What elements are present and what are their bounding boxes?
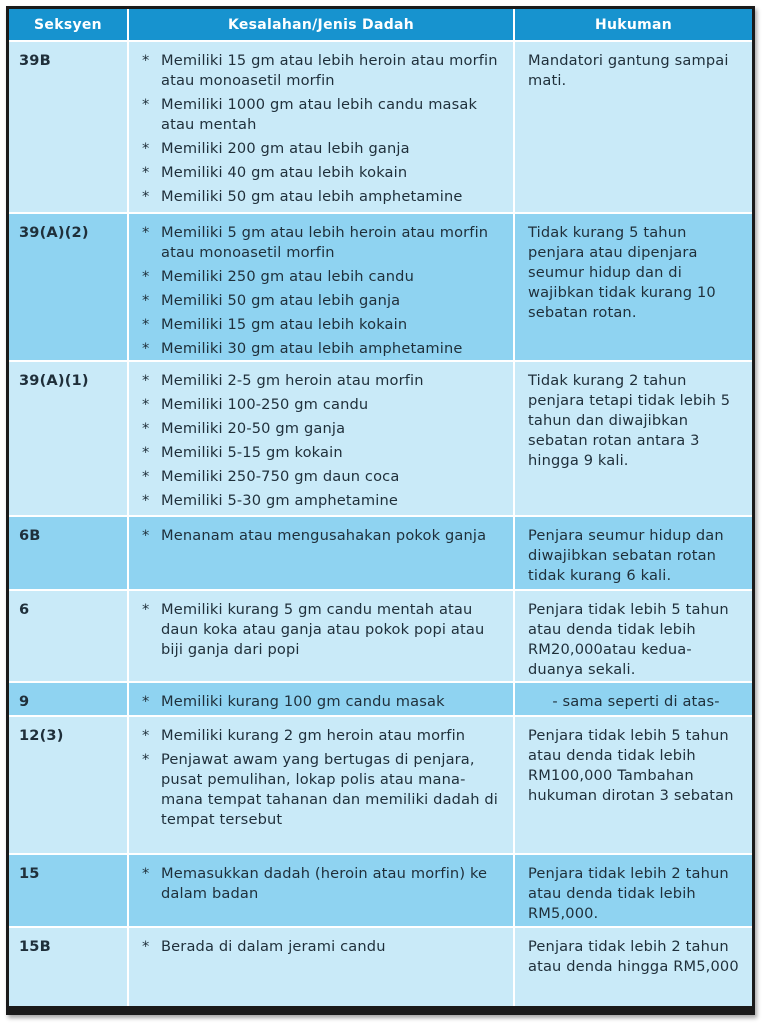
bullet-asterisk: * (142, 601, 150, 618)
row-section-cell: 12(3) (9, 717, 129, 855)
offence-item (139, 937, 505, 957)
offence-item-text: Memiliki 100-250 gm candu (161, 396, 369, 413)
bullet-asterisk: * (142, 140, 150, 157)
offence-item-text: Memiliki 5-30 gm amphetamine (161, 492, 398, 509)
offence-item (139, 692, 505, 712)
offence-item (139, 187, 505, 207)
offence-item (139, 51, 505, 91)
row-offence-cell (129, 591, 515, 683)
row-offence-cell (129, 928, 515, 1006)
row-section-cell: 39(A)(1) (9, 362, 129, 517)
header-offence: Kesalahan/Jenis Dadah (129, 9, 515, 42)
header-section: Seksyen (9, 9, 129, 42)
offence-item (139, 315, 505, 335)
offence-item-text: Memiliki 5-15 gm kokain (161, 444, 343, 461)
drug-offence-table (9, 9, 752, 1012)
bullet-asterisk: * (142, 372, 150, 389)
offence-item (139, 600, 505, 660)
bullet-asterisk: * (142, 164, 150, 181)
bullet-asterisk: * (142, 420, 150, 437)
bullet-asterisk: * (142, 396, 150, 413)
offence-item (139, 163, 505, 183)
offence-item (139, 491, 505, 511)
offence-item (139, 223, 505, 263)
offence-list (139, 600, 505, 660)
row-offence-cell (129, 517, 515, 591)
row-section-cell: 39B (9, 42, 129, 214)
offence-item (139, 371, 505, 391)
offence-list (139, 371, 505, 511)
offence-item (139, 291, 505, 311)
offence-item (139, 467, 505, 487)
offence-item (139, 443, 505, 463)
row-section-cell: 15 (9, 855, 129, 928)
offence-list (139, 726, 505, 830)
offence-item-text: Memiliki 2-5 gm heroin atau morfin (161, 372, 424, 389)
offence-item (139, 95, 505, 135)
offence-list (139, 937, 505, 957)
header-penalty: Hukuman (515, 9, 752, 42)
offence-item (139, 339, 505, 359)
offence-item-text: Memasukkan dadah (heroin atau morfin) ke dalam badan (161, 865, 488, 902)
row-section-cell: 39(A)(2) (9, 214, 129, 362)
offence-item-text: Memiliki 40 gm atau lebih kokain (161, 164, 408, 181)
offence-list (139, 526, 505, 546)
offence-item (139, 526, 505, 546)
bullet-asterisk: * (142, 693, 150, 710)
row-penalty-cell: - sama seperti di atas- (515, 683, 752, 717)
row-offence-cell (129, 683, 515, 717)
offence-item (139, 395, 505, 415)
bullet-asterisk: * (142, 468, 150, 485)
offence-item-text: Memiliki 30 gm atau lebih amphetamine (161, 340, 463, 357)
offence-item-text: Memiliki 250-750 gm daun coca (161, 468, 400, 485)
row-offence-cell (129, 717, 515, 855)
row-offence-cell (129, 214, 515, 362)
table-frame (6, 6, 755, 1015)
row-penalty-cell: Penjara tidak lebih 2 tahun atau denda tidak lebih RM5,000. (515, 855, 752, 928)
bullet-asterisk: * (142, 224, 150, 241)
offence-item (139, 419, 505, 439)
row-penalty-cell: Tidak kurang 2 tahun penjara tetapi tidak lebih 5 tahun dan diwajibkan sebatan rotan antara 3 hingga 9 kali. (515, 362, 752, 517)
offence-item-text: Memiliki 50 gm atau lebih ganja (161, 292, 401, 309)
bullet-asterisk: * (142, 492, 150, 509)
row-section-cell: 6 (9, 591, 129, 683)
offence-list (139, 51, 505, 207)
row-section-cell: 6B (9, 517, 129, 591)
row-penalty-cell: Penjara tidak lebih 5 tahun atau denda tidak lebih RM100,000 Tambahan hukuman dirotan 3 sebatan (515, 717, 752, 855)
bullet-asterisk: * (142, 865, 150, 882)
bullet-asterisk: * (142, 340, 150, 357)
row-penalty-cell: Tidak kurang 5 tahun penjara atau dipenjara seumur hidup dan di wajibkan tidak kurang 10 sebatan rotan. (515, 214, 752, 362)
offence-item-text: Memiliki kurang 100 gm candu masak (161, 693, 445, 710)
offence-item-text: Memiliki kurang 5 gm candu mentah atau daun koka atau ganja atau pokok popi atau biji ganja dari popi (161, 601, 485, 658)
bullet-asterisk: * (142, 292, 150, 309)
row-offence-cell (129, 42, 515, 214)
offence-item (139, 726, 505, 746)
offence-item-text: Memiliki 20-50 gm ganja (161, 420, 346, 437)
bullet-asterisk: * (142, 96, 150, 113)
bullet-asterisk: * (142, 268, 150, 285)
offence-item-text: Memiliki 250 gm atau lebih candu (161, 268, 414, 285)
offence-list (139, 692, 505, 712)
offence-item-text: Memiliki 1000 gm atau lebih candu masak atau mentah (161, 96, 478, 133)
offence-item-text: Memiliki kurang 2 gm heroin atau morfin (161, 727, 466, 744)
bullet-asterisk: * (142, 188, 150, 205)
offence-item-text: Memiliki 15 gm atau lebih heroin atau morfin atau monoasetil morfin (161, 52, 498, 89)
row-section-cell: 9 (9, 683, 129, 717)
offence-item-text: Berada di dalam jerami candu (161, 938, 386, 955)
row-section-cell: 15B (9, 928, 129, 1006)
bullet-asterisk: * (142, 316, 150, 333)
bullet-asterisk: * (142, 938, 150, 955)
offence-item-text: Memiliki 5 gm atau lebih heroin atau morfin atau monoasetil morfin (161, 224, 489, 261)
bullet-asterisk: * (142, 444, 150, 461)
offence-list (139, 223, 505, 359)
offence-list (139, 864, 505, 904)
row-offence-cell (129, 362, 515, 517)
row-penalty-cell: Mandatori gantung sampai mati. (515, 42, 752, 214)
offence-item-text: Memiliki 15 gm atau lebih kokain (161, 316, 408, 333)
bullet-asterisk: * (142, 751, 150, 768)
offence-item (139, 750, 505, 830)
offence-item (139, 267, 505, 287)
row-penalty-cell: Penjara seumur hidup dan diwajibkan sebatan rotan tidak kurang 6 kali. (515, 517, 752, 591)
offence-item-text: Menanam atau mengusahakan pokok ganja (161, 527, 487, 544)
row-penalty-cell: Penjara tidak lebih 5 tahun atau denda tidak lebih RM20,000atau kedua-duanya sekali. (515, 591, 752, 683)
row-penalty-cell: Penjara tidak lebih 2 tahun atau denda hingga RM5,000 (515, 928, 752, 1006)
offence-item-text: Penjawat awam yang bertugas di penjara, pusat pemulihan, lokap polis atau mana-mana tempat tahanan dan memiliki dadah di tempat tersebut (161, 751, 498, 828)
offence-item-text: Memiliki 50 gm atau lebih amphetamine (161, 188, 463, 205)
offence-item (139, 864, 505, 904)
offence-item (139, 139, 505, 159)
bullet-asterisk: * (142, 527, 150, 544)
row-offence-cell (129, 855, 515, 928)
offence-item-text: Memiliki 200 gm atau lebih ganja (161, 140, 410, 157)
bullet-asterisk: * (142, 727, 150, 744)
bullet-asterisk: * (142, 52, 150, 69)
